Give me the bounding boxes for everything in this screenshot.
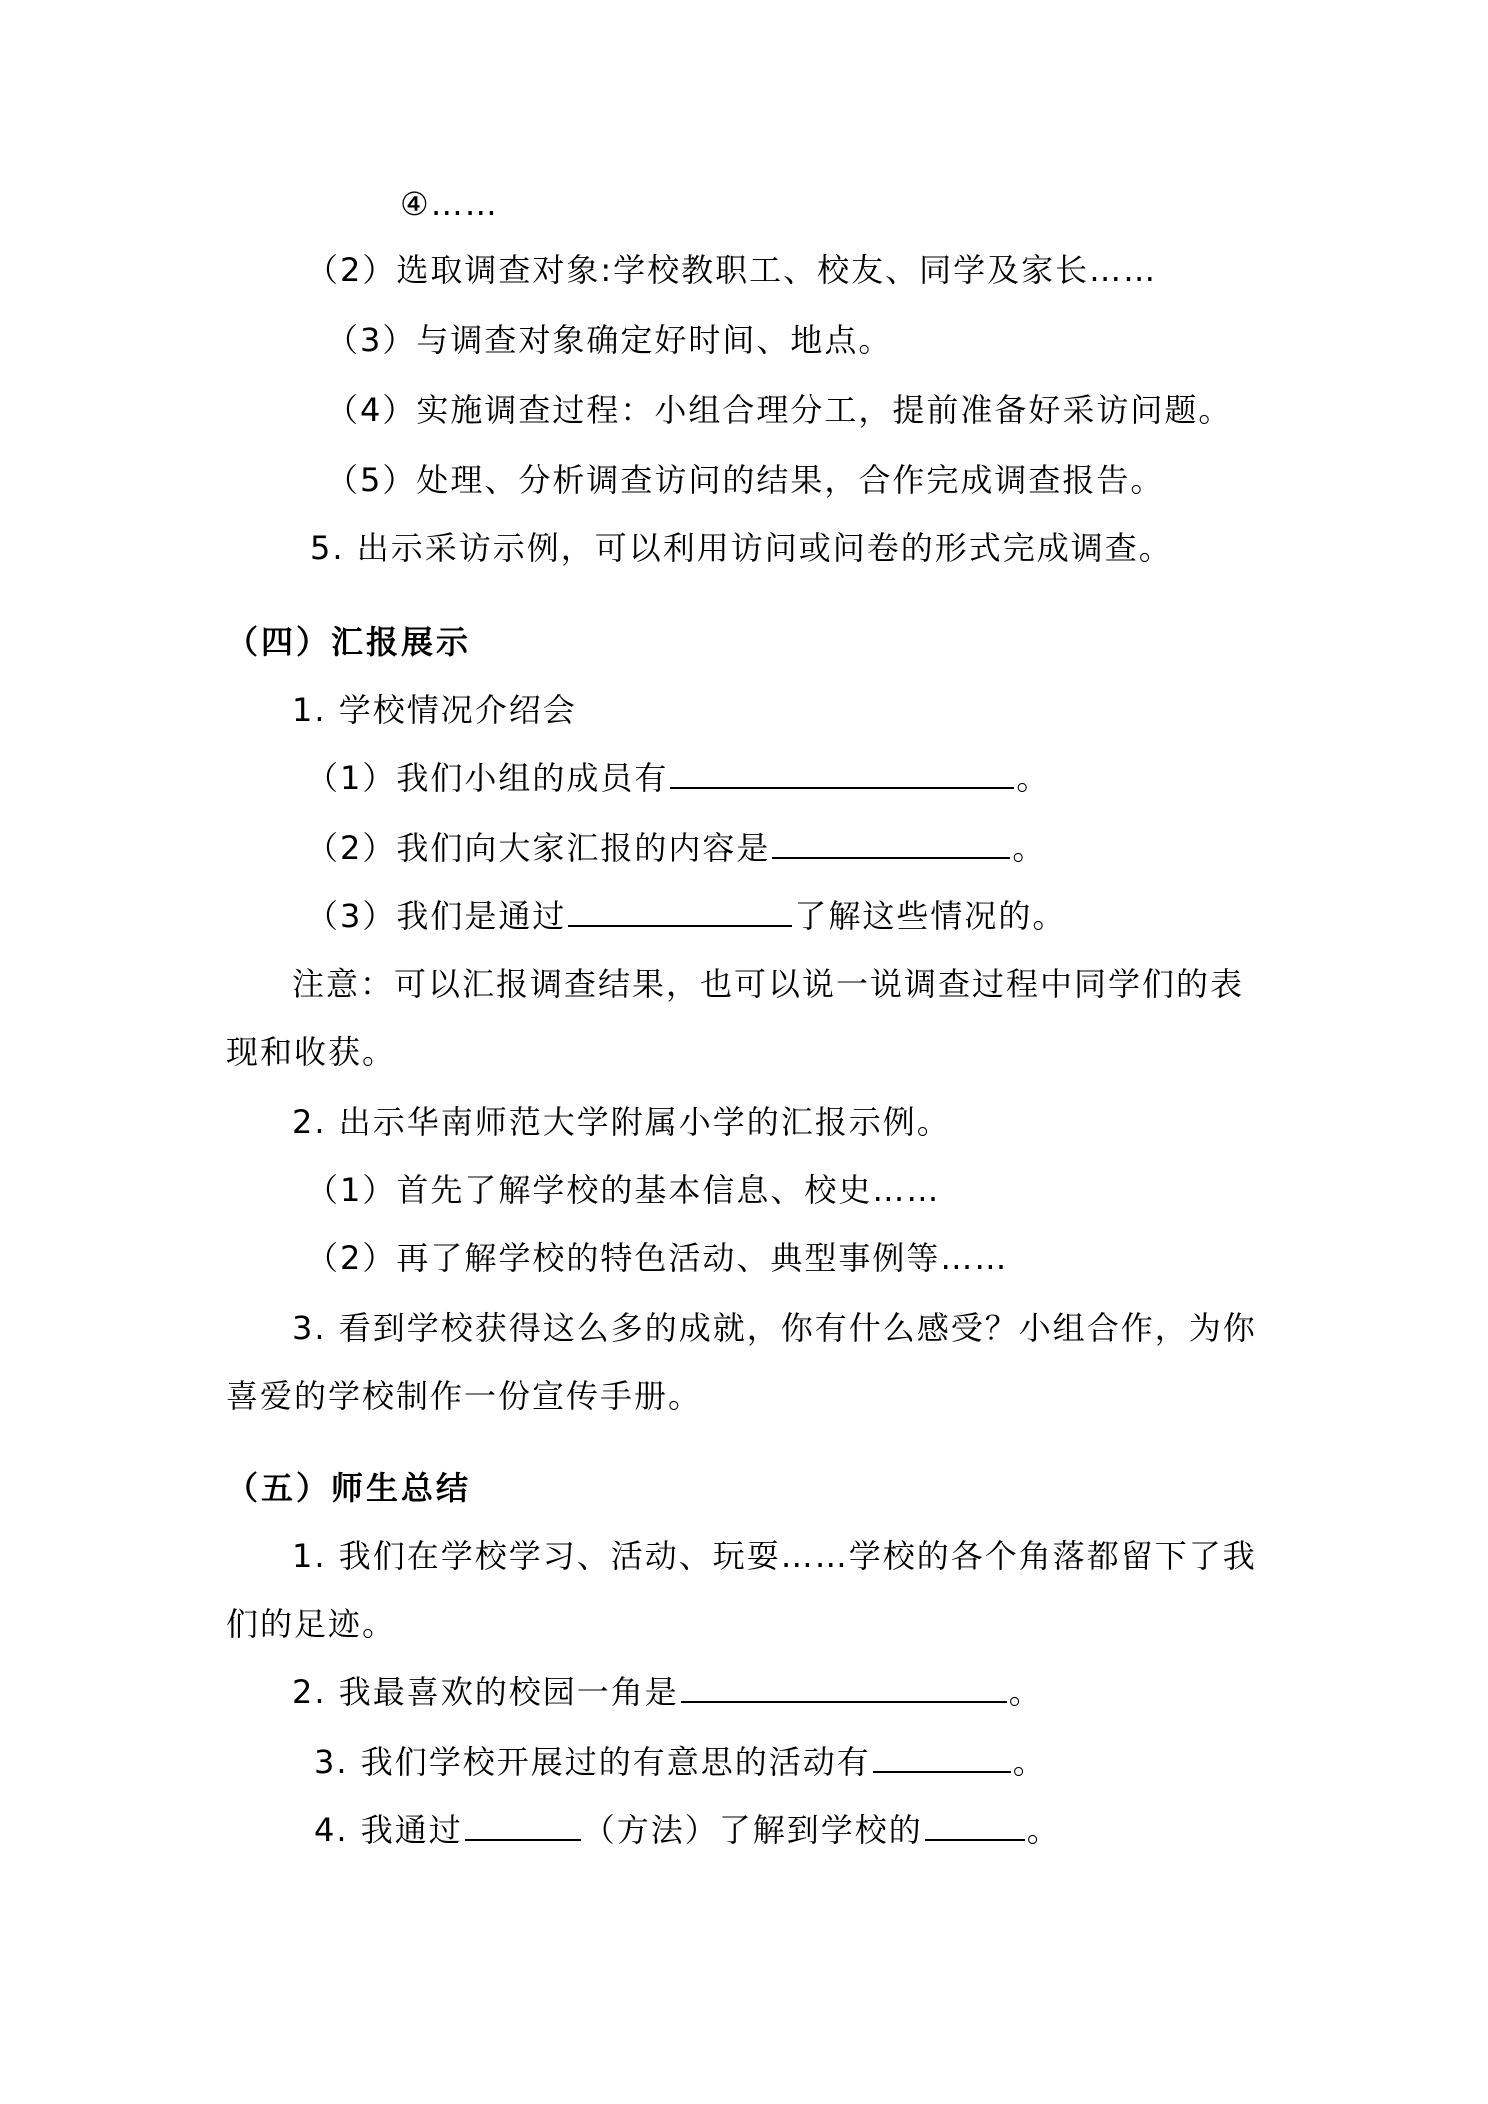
item-text: 2. 我最喜欢的校园一角是 <box>292 1673 679 1711</box>
answer-blank[interactable] <box>670 757 1014 789</box>
item-text: ④…… <box>400 185 499 223</box>
item-text: （1）我们小组的成员有 <box>306 759 669 797</box>
item-text: （4）实施调查过程：小组合理分工，提前准备好采访问题。 <box>326 391 1233 429</box>
item-text: 3. 看到学校获得这么多的成就，你有什么感受？小组合作，为你 <box>292 1309 1257 1347</box>
heading-text: （四）汇报展示 <box>226 623 472 661</box>
item-text: 。 <box>1016 759 1051 797</box>
item-text: （3）与调查对象确定好时间、地点。 <box>326 321 893 359</box>
paragraph-line <box>226 1030 396 1074</box>
list-item <box>306 248 1157 292</box>
paragraph-line <box>226 1374 702 1418</box>
list-item <box>306 1168 940 1212</box>
item-text: 4. 我通过 <box>314 1811 463 1849</box>
list-item <box>326 318 892 362</box>
answer-blank[interactable] <box>873 1741 1011 1773</box>
heading-text: （五）师生总结 <box>226 1469 472 1507</box>
item-text: （方法）了解到学校的 <box>582 1811 923 1849</box>
item-text: 注意：可以汇报调查结果，也可以说一说调查过程中同学们的表 <box>292 965 1245 1003</box>
list-item <box>292 1100 951 1144</box>
paragraph-line <box>292 1534 1257 1578</box>
item-text: 2. 出示华南师范大学附属小学的汇报示例。 <box>292 1103 951 1141</box>
section-heading <box>226 1466 471 1510</box>
item-text: 1. 学校情况介绍会 <box>292 691 577 729</box>
item-text: （1）首先了解学校的基本信息、校史…… <box>306 1171 941 1209</box>
fill-in-item <box>306 826 1046 870</box>
fill-in-item <box>306 894 1066 938</box>
item-text: 1. 我们在学校学习、活动、玩耍……学校的各个角落都留下了我 <box>292 1537 1257 1575</box>
answer-blank[interactable] <box>925 1809 1025 1841</box>
answer-blank[interactable] <box>681 1671 1007 1703</box>
list-item <box>310 526 1173 570</box>
item-text: （3）我们是通过 <box>306 897 567 935</box>
item-text: （2）再了解学校的特色活动、典型事例等…… <box>306 1239 1009 1277</box>
list-item <box>326 388 1232 432</box>
item-text: （2）选取调查对象:学校教职工、校友、同学及家长…… <box>306 251 1158 289</box>
paragraph-line <box>226 1602 396 1646</box>
item-text: 。 <box>1012 1743 1047 1781</box>
answer-blank[interactable] <box>568 895 792 927</box>
section-heading <box>226 620 471 664</box>
item-text: 。 <box>1026 1811 1061 1849</box>
item-text: （2）我们向大家汇报的内容是 <box>306 829 771 867</box>
fill-in-item <box>314 1808 1061 1852</box>
list-item <box>400 182 499 226</box>
item-text: 喜爱的学校制作一份宣传手册。 <box>226 1377 703 1415</box>
item-text: 。 <box>1012 829 1047 867</box>
answer-blank[interactable] <box>465 1809 581 1841</box>
paragraph-line <box>292 1306 1257 1350</box>
fill-in-item <box>306 756 1050 800</box>
item-text: 现和收获。 <box>226 1033 397 1071</box>
item-text: 了解这些情况的。 <box>794 897 1067 935</box>
fill-in-item <box>314 1740 1047 1784</box>
list-item <box>292 688 577 732</box>
item-text: 们的足迹。 <box>226 1605 397 1643</box>
item-text: （5）处理、分析调查访问的结果，合作完成调查报告。 <box>326 461 1165 499</box>
list-item <box>306 1236 1008 1280</box>
item-text: 3. 我们学校开展过的有意思的活动有 <box>314 1743 871 1781</box>
item-text: 5. 出示采访示例，可以利用访问或问卷的形式完成调查。 <box>310 529 1173 567</box>
item-text: 。 <box>1008 1673 1043 1711</box>
fill-in-item <box>292 1670 1043 1714</box>
answer-blank[interactable] <box>772 827 1010 859</box>
paragraph-line <box>292 962 1244 1006</box>
list-item <box>326 458 1164 502</box>
